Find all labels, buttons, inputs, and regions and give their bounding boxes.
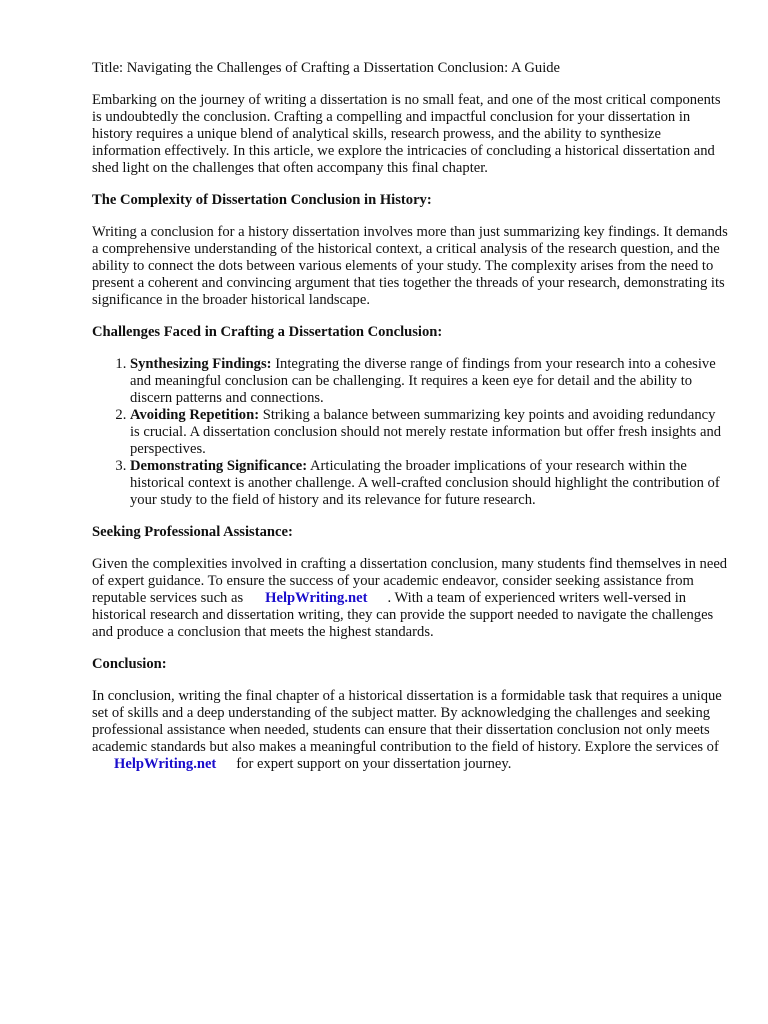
list-item-text: Integrating the diverse range of findings from your research into a cohesive and meaningful conclusion can be challenging. It requires a keen eye for detail and the ability to discern patterns and connections. xyxy=(130,356,716,406)
section-heading-challenges: Challenges Faced in Crafting a Dissertation Conclusion: xyxy=(92,324,443,340)
list-item-text: Striking a balance between summarizing key points and avoiding redundancy is crucial. A dissertation conclusion should not merely restate information but offer fresh insights and perspectives. xyxy=(130,407,722,457)
list-item xyxy=(130,407,728,458)
list-item xyxy=(130,356,728,407)
document-title: Title: Navigating the Challenges of Crafting a Dissertation Conclusion: A Guide xyxy=(92,60,561,76)
section-heading-assistance: Seeking Professional Assistance: xyxy=(92,524,293,540)
section-heading-conclusion: Conclusion: xyxy=(92,656,167,672)
assistance-text-after: . With a team of experienced writers well-versed in historical research and dissertation writing, they can provide the support needed to navigate the challenges and produce a conclusion that meets the highest standards. xyxy=(92,590,714,640)
conclusion-text-before: In conclusion, writing the final chapter of a historical dissertation is a formidable task that requires a unique set of skills and a deep understanding of the subject matter. By acknowledging the challenges and seeking professional assistance when needed, students can ensure that their dissertation conclusion not only meets academic standards but also makes a meaningful contribution to the field of history. Explore the services of xyxy=(92,688,722,755)
conclusion-paragraph xyxy=(92,688,728,773)
list-item-text: Articulating the broader implications of your research within the historical context is another challenge. A well-crafted conclusion should highlight the contribution of your study to the field of history and its relevance for future research. xyxy=(130,458,720,508)
list-item-label: Avoiding Repetition: xyxy=(130,407,260,423)
list-item-label: Demonstrating Significance: xyxy=(130,458,308,474)
helpwriting-link[interactable]: HelpWriting.net xyxy=(265,590,368,606)
intro-paragraph: Embarking on the journey of writing a dissertation is no small feat, and one of the most critical components is undoubtedly the conclusion. Crafting a compelling and impactful conclusion for your dissertation in history requires a unique blend of analytical skills, research prowess, and the ability to synthesize information effectively. In this article, we explore the intricacies of concluding a historical dissertation and shed light on the challenges that often accompany this final chapter. xyxy=(92,92,721,176)
document-page xyxy=(92,60,728,788)
helpwriting-link-conclusion[interactable]: HelpWriting.net xyxy=(114,756,217,772)
assistance-text-before: Given the complexities involved in crafting a dissertation conclusion, many students find themselves in need of expert guidance. To ensure the success of your academic endeavor, consider seeking assistance from reputable services such as xyxy=(92,556,728,606)
section-heading-complexity: The Complexity of Dissertation Conclusion in History: xyxy=(92,192,432,208)
conclusion-text-after: for expert support on your dissertation journey. xyxy=(236,756,512,772)
complexity-paragraph: Writing a conclusion for a history dissertation involves more than just summarizing key findings. It demands a comprehensive understanding of the historical context, a critical analysis of the research question, and the ability to connect the dots between various elements of your study. The complexity arises from the need to present a coherent and convincing argument that ties together the threads of your research, demonstrating its significance in the broader historical landscape. xyxy=(92,224,728,308)
challenges-list xyxy=(92,356,728,509)
assistance-paragraph xyxy=(92,556,728,641)
list-item-label: Synthesizing Findings: xyxy=(130,356,272,372)
list-item xyxy=(130,458,728,509)
